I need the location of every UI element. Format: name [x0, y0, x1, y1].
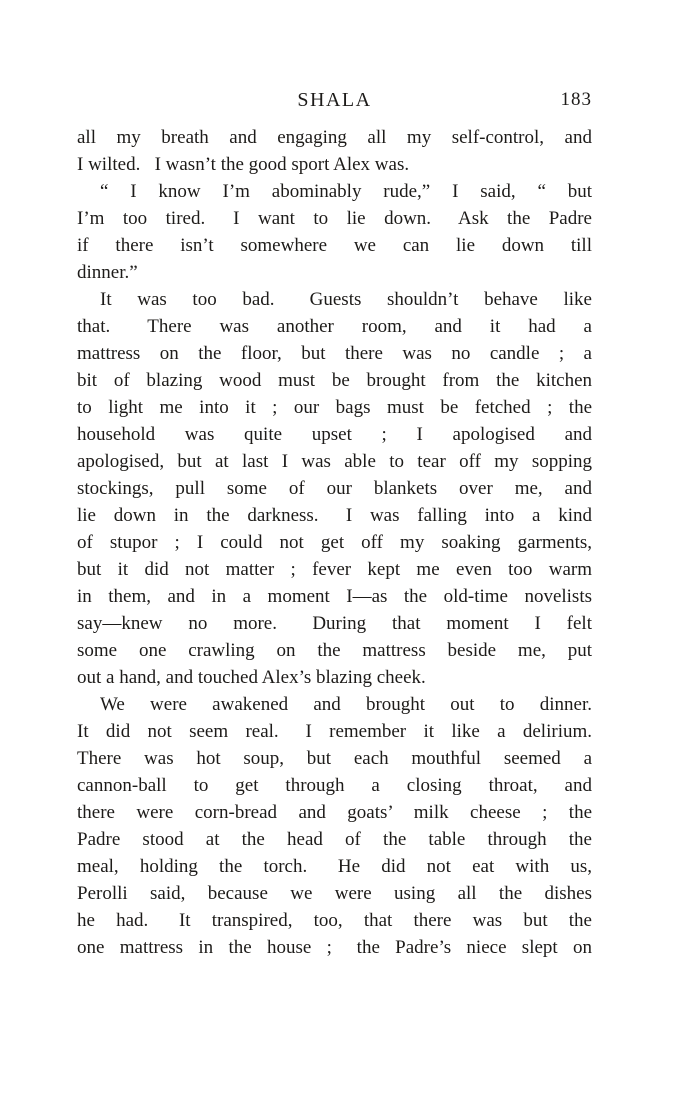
text-line: mattress on the floor, but there was no candle ; a: [77, 343, 592, 364]
text-line: apologised, but at last I was able to tear off my sopping: [77, 451, 592, 472]
text-line: We were awakened and brought out to dinner.: [100, 694, 592, 715]
text-line: It did not seem real. I remember it like a delirium.: [77, 721, 592, 742]
text-line: bit of blazing wood must be brought from the kitchen: [77, 370, 592, 391]
text-line: I’m too tired. I want to lie down. Ask the Padre: [77, 208, 592, 229]
text-line: that. There was another room, and it had a: [77, 316, 592, 337]
text-line: “ I know I’m abominably rude,” I said, “ but: [100, 181, 592, 202]
text-line: meal, holding the torch. He did not eat with us,: [77, 856, 592, 877]
text-line: stockings, pull some of our blankets over me, and: [77, 478, 592, 499]
text-line: I wilted. I wasn’t the good sport Alex was.: [77, 154, 410, 175]
text-line: Padre stood at the head of the table through the: [77, 829, 592, 850]
paragraph: [77, 124, 592, 178]
text-line: There was hot soup, but each mouthful seemed a: [77, 748, 592, 769]
text-line: dinner.”: [77, 262, 138, 283]
running-head-title: SHALA: [297, 89, 372, 111]
text-line: to light me into it ; our bags must be fetched ; the: [77, 397, 592, 418]
text-line: but it did not matter ; fever kept me even too warm: [77, 559, 592, 580]
text-line: Perolli said, because we were using all the dishes: [77, 883, 592, 904]
text-line: It was too bad. Guests shouldn’t behave like: [100, 289, 592, 310]
page-number: 183: [560, 89, 592, 110]
text-line: there were corn-bread and goats’ milk cheese ; the: [77, 802, 592, 823]
text-line: out a hand, and touched Alex’s blazing cheek.: [77, 667, 426, 688]
text-line: in them, and in a moment I—as the old-time novelists: [77, 586, 592, 607]
text-line: if there isn’t somewhere we can lie down till: [77, 235, 592, 256]
text-line: say—knew no more. During that moment I felt: [77, 613, 592, 634]
page-header: [77, 88, 592, 112]
text-line: lie down in the darkness. I was falling into a kind: [77, 505, 592, 526]
text-line: one mattress in the house ; the Padre’s niece slept on: [77, 937, 592, 958]
text-line: household was quite upset ; I apologised and: [77, 424, 592, 445]
text-line: all my breath and engaging all my self-control, and: [77, 127, 592, 148]
paragraph: [77, 691, 592, 961]
text-line: some one crawling on the mattress beside me, put: [77, 640, 592, 661]
text-line: cannon-ball to get through a closing throat, and: [77, 775, 592, 796]
paragraph: [77, 178, 592, 286]
text-line: he had. It transpired, too, that there was but the: [77, 910, 592, 931]
page-body: [77, 124, 592, 961]
paragraph: [77, 286, 592, 691]
text-line: of stupor ; I could not get off my soaking garments,: [77, 532, 592, 553]
